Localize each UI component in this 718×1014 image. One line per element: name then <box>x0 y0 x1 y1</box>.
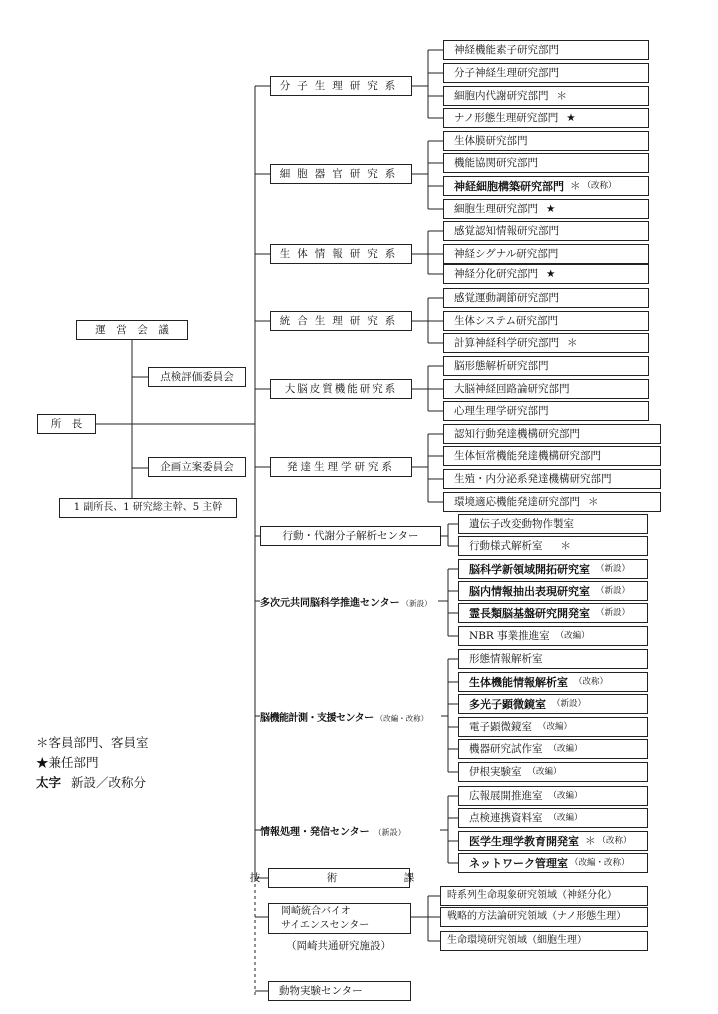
division-label: 計算神経科学研究部門 <box>454 336 559 349</box>
area-label: 生命環境研究領域 <box>447 935 527 946</box>
division-label: 分子神経生理研究部門 <box>454 66 559 79</box>
staff-label: 1 副所長、1 研究総主幹、5 主幹 <box>73 502 223 513</box>
division-box <box>443 264 649 284</box>
unit-box <box>458 694 648 714</box>
division-box <box>443 221 649 241</box>
division-box <box>443 199 649 219</box>
unit-box <box>458 536 648 556</box>
status-note: （改称） <box>597 835 632 846</box>
division-label: 心理生理学研究部門 <box>454 404 549 417</box>
status-note: （改編） <box>548 812 583 823</box>
unit-label: 電子顕微鏡室 <box>469 720 532 733</box>
division-box <box>443 244 649 264</box>
unit-label: 形態情報解析室 <box>469 652 543 665</box>
division-label: 神経分化研究部門 <box>454 267 538 280</box>
dept-label: 発達生理学研究系 <box>287 460 395 473</box>
status-note: （新設） <box>401 599 432 608</box>
division-label: 神経細胞構築研究部門 <box>454 179 564 193</box>
unit-label: 脳内情報抽出表現研究室 <box>469 584 590 598</box>
center-label: 脳機能計測・支援センター <box>260 713 374 724</box>
eval-committee-label: 点検評価委員会 <box>160 370 234 383</box>
dept-label: 細胞器官研究系 <box>279 167 403 180</box>
division-box <box>443 333 649 353</box>
division-box <box>443 63 649 83</box>
status-note: （新設） <box>373 828 406 837</box>
division-box <box>443 401 649 421</box>
division-label: 生体恒常機能発達機構研究部門 <box>454 449 601 462</box>
status-note: （新設） <box>552 698 587 709</box>
division-label: 生体膜研究部門 <box>454 134 528 147</box>
dept-box <box>270 244 412 264</box>
status-note: （改編） <box>555 630 590 641</box>
unit-box <box>458 559 648 579</box>
division-label: 細胞内代謝研究部門 <box>454 89 549 102</box>
dept-box <box>270 76 412 96</box>
division-label: 感覚認知情報研究部門 <box>454 224 559 237</box>
division-box <box>443 469 661 489</box>
guest-mark: ＊ <box>588 495 599 508</box>
area-box <box>440 886 648 906</box>
status-note: （改編・改称） <box>570 857 630 868</box>
division-box <box>443 379 649 399</box>
okazaki-line2: サイエンスセンター <box>281 919 370 931</box>
dept-label: 大脳皮質機能研究系 <box>284 382 398 395</box>
division-box <box>443 288 649 308</box>
center-label: 行動・代謝分子解析センター <box>282 529 419 542</box>
legend-bold-label: 太字 <box>36 775 62 790</box>
division-label: 感覚運動調節研究部門 <box>454 291 559 304</box>
okazaki-center-box <box>268 903 411 934</box>
division-box <box>443 492 661 512</box>
area-note: （細胞生理） <box>527 935 587 946</box>
unit-label: ネットワーク管理室 <box>469 856 568 870</box>
eval-committee-box <box>148 367 246 387</box>
unit-box <box>458 672 648 692</box>
status-note: （改編） <box>548 790 583 801</box>
division-box <box>443 356 649 376</box>
unit-box <box>458 649 648 669</box>
unit-label: 点検連携資料室 <box>469 811 543 824</box>
unit-box <box>458 739 648 759</box>
division-box <box>443 153 649 173</box>
guest-mark: ＊ <box>585 834 596 847</box>
dept-label: 統合生理研究系 <box>279 314 403 327</box>
area-note: （ナノ形態生理） <box>547 911 627 922</box>
unit-label: 生体機能情報解析室 <box>469 675 568 689</box>
dept-box <box>270 164 412 184</box>
center-heading <box>260 709 428 724</box>
animal-center-box <box>268 981 411 1001</box>
technical-label: 技 術 課 <box>249 871 443 884</box>
unit-box <box>458 717 648 737</box>
legend-concurrent: ★兼任部門 <box>36 755 99 770</box>
division-box <box>443 446 661 466</box>
status-note: （改編） <box>538 721 573 732</box>
unit-box <box>458 808 648 828</box>
unit-box <box>458 831 648 851</box>
dept-box <box>270 379 412 399</box>
division-label: 神経機能素子研究部門 <box>454 43 559 56</box>
unit-label: 広報展開推進室 <box>469 789 543 802</box>
staff-box <box>59 498 237 518</box>
unit-box <box>458 581 648 601</box>
status-note: （新設） <box>596 563 631 574</box>
dept-label: 生体情報研究系 <box>279 247 403 260</box>
division-box <box>443 131 649 151</box>
concurrent-mark: ★ <box>546 202 556 215</box>
center-label: 多次元共同脳科学推進センター <box>260 598 400 609</box>
guest-mark: ＊ <box>560 539 571 552</box>
division-label: 機能協関研究部門 <box>454 156 538 169</box>
guest-mark: ＊ <box>556 89 567 102</box>
unit-label: 多光子顕微鏡室 <box>469 697 546 711</box>
area-box <box>440 931 648 951</box>
technical-box <box>249 868 443 888</box>
unit-box <box>458 786 648 806</box>
status-note: （改称） <box>574 676 609 687</box>
unit-box <box>458 603 648 623</box>
okazaki-line1: 岡崎統合バイオ <box>281 906 351 917</box>
division-label: 細胞生理研究部門 <box>454 202 538 215</box>
status-note: （改編） <box>548 743 583 754</box>
director-label: 所 長 <box>50 417 83 430</box>
concurrent-mark: ★ <box>546 267 556 280</box>
dept-label: 分子生理研究系 <box>279 79 403 92</box>
division-label: 生体システム研究部門 <box>454 314 558 327</box>
status-note: （新設） <box>596 585 631 596</box>
concurrent-mark: ★ <box>566 111 576 124</box>
unit-label: 脳科学新領域開拓研究室 <box>469 562 590 576</box>
legend-bold-desc: 新設／改称分 <box>71 775 147 790</box>
area-label: 戦略的方法論研究領域 <box>447 911 547 922</box>
planning-committee-label: 企画立案委員会 <box>160 460 234 473</box>
dept-box <box>270 311 412 331</box>
unit-label: NBR 事業推進室 <box>469 629 550 642</box>
division-label: ナノ形態生理研究部門 <box>454 111 559 124</box>
division-label: 脳形態解析研究部門 <box>454 359 549 372</box>
planning-committee-box <box>148 457 246 477</box>
unit-label: 機器研究試作室 <box>469 742 543 755</box>
unit-label: 霊長類脳基盤研究開発室 <box>469 606 590 620</box>
status-note: （改編・改称） <box>375 714 429 723</box>
division-box <box>443 424 661 444</box>
dept-box <box>270 457 412 477</box>
unit-box <box>458 853 648 873</box>
division-box <box>443 108 649 128</box>
council-box <box>76 320 188 340</box>
division-label: 環境適応機能発達研究部門 <box>454 495 580 508</box>
unit-box <box>458 514 648 534</box>
area-label: 時系列生命現象研究領域 <box>447 890 557 901</box>
division-box <box>443 176 649 196</box>
center-heading <box>260 823 406 838</box>
area-box <box>440 907 648 927</box>
unit-label: 行動様式解析室 <box>469 539 543 552</box>
animal-center-label: 動物実験センター <box>279 984 363 997</box>
division-label: 神経シグナル研究部門 <box>454 247 559 260</box>
area-note: （神経分化） <box>557 890 617 901</box>
division-box <box>443 311 649 331</box>
division-label: 大脳神経回路論研究部門 <box>454 382 570 395</box>
division-label: 生殖・内分泌系発達機構研究部門 <box>454 472 612 485</box>
legend-bold <box>36 773 146 791</box>
unit-box <box>458 626 648 646</box>
status-note: （新設） <box>596 607 631 618</box>
status-note: （改編） <box>527 766 562 777</box>
guest-mark: ＊ <box>567 336 578 349</box>
council-label: 運 営 会 議 <box>95 323 169 336</box>
center-label: 情報処理・発信センター <box>260 827 370 838</box>
legend-guest: ＊客員部門、客員室 <box>36 735 149 750</box>
status-note: （改称） <box>582 180 617 191</box>
division-box <box>443 40 649 60</box>
unit-label: 遺伝子改変動物作製室 <box>469 517 574 530</box>
unit-label: 医学生理学教育開発室 <box>469 834 579 848</box>
division-box <box>443 86 649 106</box>
guest-mark: ＊ <box>570 179 581 192</box>
unit-label: 伊根実験室 <box>469 765 522 778</box>
center-heading <box>260 594 432 609</box>
division-label: 認知行動発達機構研究部門 <box>454 427 580 440</box>
center-box <box>260 526 441 546</box>
shared-facilities-label: （岡崎共通研究施設） <box>286 940 391 952</box>
director-box <box>37 414 96 434</box>
unit-box <box>458 762 648 782</box>
